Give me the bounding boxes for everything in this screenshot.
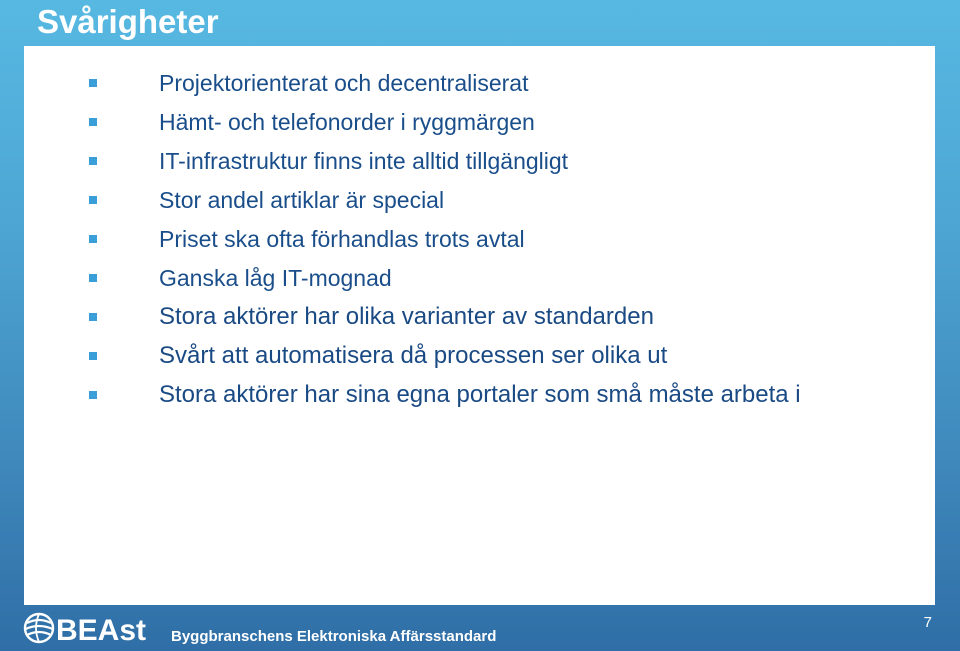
- bullet-item: [122, 380, 922, 419]
- square-bullet-icon: [89, 391, 97, 399]
- bullet-item: [122, 224, 922, 263]
- bullet-text: Hämt- och telefonorder i ryggmärgen: [159, 109, 535, 135]
- bullet-item: [122, 302, 922, 341]
- bullet-text: Priset ska ofta förhandlas trots avtal: [159, 226, 525, 252]
- slide-title: Svårigheter: [37, 3, 219, 40]
- bullet-item: [122, 146, 922, 185]
- square-bullet-icon: [89, 235, 97, 243]
- square-bullet-icon: [89, 352, 97, 360]
- bullet-item: [122, 263, 922, 302]
- footer-organization: Byggbranschens Elektroniska Affärsstandard: [171, 628, 497, 645]
- bullet-text: Stora aktörer har olika varianter av standarden: [159, 303, 654, 330]
- bullet-item: [122, 185, 922, 224]
- square-bullet-icon: [89, 157, 97, 165]
- beast-logo: [22, 610, 157, 646]
- bullet-item: [122, 107, 922, 146]
- bullet-text: Svårt att automatisera då processen ser olika ut: [159, 342, 668, 369]
- square-bullet-icon: [89, 196, 97, 204]
- footer: [0, 605, 960, 651]
- globe-icon: [25, 614, 53, 642]
- square-bullet-icon: [89, 79, 97, 87]
- bullet-text: Projektorienterat och decentraliserat: [159, 70, 529, 96]
- logo-wordmark: BEAst: [56, 614, 147, 646]
- bullet-list: [122, 68, 922, 419]
- square-bullet-icon: [89, 274, 97, 282]
- square-bullet-icon: [89, 118, 97, 126]
- square-bullet-icon: [89, 313, 97, 321]
- bullet-text: Stora aktörer har sina egna portaler som små måste arbeta i: [159, 381, 801, 408]
- bullet-text: IT-infrastruktur finns inte alltid tillgängligt: [159, 148, 569, 174]
- bullet-text: Ganska låg IT-mognad: [159, 265, 392, 291]
- bullet-text: Stor andel artiklar är special: [159, 187, 445, 213]
- bullet-item: [122, 341, 922, 380]
- bullet-item: [122, 68, 922, 107]
- page-number: 7: [923, 614, 932, 631]
- content-panel: [24, 46, 935, 605]
